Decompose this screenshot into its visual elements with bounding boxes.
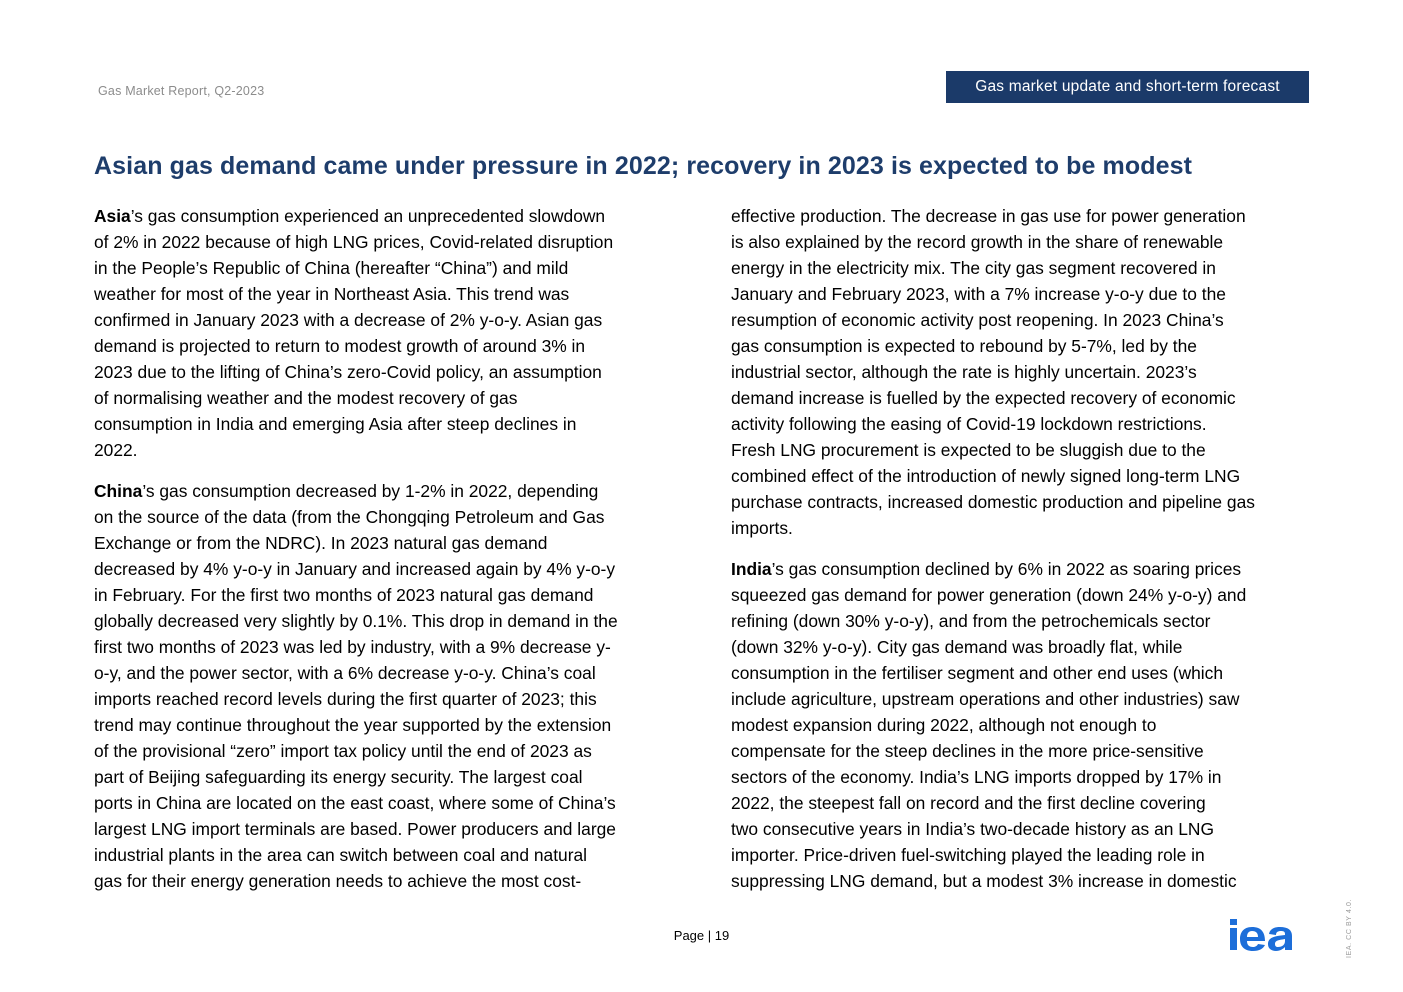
section-banner: Gas market update and short-term forecast (946, 71, 1309, 103)
paragraph-china-continued (731, 203, 1321, 541)
text-line: globally decreased very slightly by 0.1%. This drop in demand in the (94, 611, 618, 631)
text-line: gas consumption is expected to rebound by 5-7%, led by the (731, 336, 1197, 356)
text-line: 2023 due to the lifting of China’s zero-Covid policy, an assumption (94, 362, 602, 382)
text-line: largest LNG import terminals are based. Power producers and large (94, 819, 616, 839)
text-line: (down 32% y-o-y). City gas demand was broadly flat, while (731, 637, 1183, 657)
text-line: activity following the easing of Covid-19 lockdown restrictions. (731, 414, 1207, 434)
text-line: trend may continue throughout the year supported by the extension (94, 715, 612, 735)
text-line: demand increase is fuelled by the expected recovery of economic (731, 388, 1236, 408)
text-line: ’s gas consumption decreased by 1-2% in 2022, depending (142, 481, 599, 501)
paragraph-india (731, 556, 1321, 894)
text-line: energy in the electricity mix. The city gas segment recovered in (731, 258, 1216, 278)
text-line: demand is projected to return to modest growth of around 3% in (94, 336, 586, 356)
text-line: imports reached record levels during the first quarter of 2023; this (94, 689, 597, 709)
text-line: first two months of 2023 was led by industry, with a 9% decrease y- (94, 637, 611, 657)
left-column (94, 203, 684, 909)
paragraph-lead: Asia (94, 206, 131, 226)
text-line: 2022, the steepest fall on record and the first decline covering (731, 793, 1206, 813)
text-line: imports. (731, 518, 793, 538)
report-name: Gas Market Report, Q2-2023 (98, 84, 265, 98)
text-line: part of Beijing safeguarding its energy security. The largest coal (94, 767, 583, 787)
text-line: ’s gas consumption declined by 6% in 2022 as soaring prices (771, 559, 1242, 579)
text-line: squeezed gas demand for power generation (down 24% y-o-y) and (731, 585, 1247, 605)
paragraph-lead: China (94, 481, 143, 501)
text-line: Exchange or from the NDRC). In 2023 natural gas demand (94, 533, 548, 553)
page-number: Page | 19 (673, 928, 730, 943)
text-line: of the provisional “zero” import tax policy until the end of 2023 as (94, 741, 592, 761)
text-line: of normalising weather and the modest recovery of gas (94, 388, 518, 408)
text-line: ’s gas consumption experienced an unprecedented slowdown (130, 206, 606, 226)
page-title: Asian gas demand came under pressure in 2022; recovery in 2023 is expected to be modest (94, 152, 1193, 180)
text-line: modest expansion during 2022, although not enough to (731, 715, 1157, 735)
text-line: suppressing LNG demand, but a modest 3% increase in domestic (731, 871, 1237, 891)
text-line: weather for most of the year in Northeast Asia. This trend was (94, 284, 570, 304)
text-line: resumption of economic activity post reopening. In 2023 China’s (731, 310, 1224, 330)
text-line: industrial sector, although the rate is highly uncertain. 2023’s (731, 362, 1197, 382)
text-line: consumption in India and emerging Asia after steep declines in (94, 414, 577, 434)
text-line: on the source of the data (from the Chongqing Petroleum and Gas (94, 507, 605, 527)
text-line: compensate for the steep declines in the more price-sensitive (731, 741, 1204, 761)
text-line: in February. For the first two months of 2023 natural gas demand (94, 585, 594, 605)
text-line: consumption in the fertiliser segment and other end uses (which (731, 663, 1224, 683)
text-line: sectors of the economy. India’s LNG imports dropped by 17% in (731, 767, 1222, 787)
text-line: confirmed in January 2023 with a decrease of 2% y-o-y. Asian gas (94, 310, 603, 330)
text-line: decreased by 4% y-o-y in January and increased again by 4% y-o-y (94, 559, 616, 579)
right-column (731, 203, 1321, 909)
iea-logo-icon (1228, 916, 1310, 954)
paragraph-asia (94, 203, 684, 463)
text-line: include agriculture, upstream operations and other industries) saw (731, 689, 1240, 709)
text-line: industrial plants in the area can switch between coal and natural (94, 845, 588, 865)
license-text: IEA. CC BY 4.0. (1346, 898, 1353, 958)
text-line: January and February 2023, with a 7% increase y-o-y due to the (731, 284, 1226, 304)
paragraph-china (94, 478, 684, 894)
text-line: Fresh LNG procurement is expected to be sluggish due to the (731, 440, 1206, 460)
text-line: importer. Price-driven fuel-switching played the leading role in (731, 845, 1205, 865)
text-line: of 2% in 2022 because of high LNG prices, Covid-related disruption (94, 232, 614, 252)
text-line: in the People’s Republic of China (hereafter “China”) and mild (94, 258, 569, 278)
text-line: effective production. The decrease in gas use for power generation (731, 206, 1246, 226)
text-line: ports in China are located on the east coast, where some of China’s (94, 793, 616, 813)
text-line: is also explained by the record growth in the share of renewable (731, 232, 1224, 252)
text-line: refining (down 30% y-o-y), and from the petrochemicals sector (731, 611, 1211, 631)
text-line: gas for their energy generation needs to achieve the most cost- (94, 871, 582, 891)
paragraph-lead: India (731, 559, 772, 579)
text-line: 2022. (94, 440, 138, 460)
text-line: combined effect of the introduction of newly signed long-term LNG (731, 466, 1241, 486)
text-line: purchase contracts, increased domestic production and pipeline gas (731, 492, 1255, 512)
text-line: two consecutive years in India’s two-decade history as an LNG (731, 819, 1214, 839)
text-line: o-y, and the power sector, with a 6% decrease y-o-y. China’s coal (94, 663, 596, 683)
